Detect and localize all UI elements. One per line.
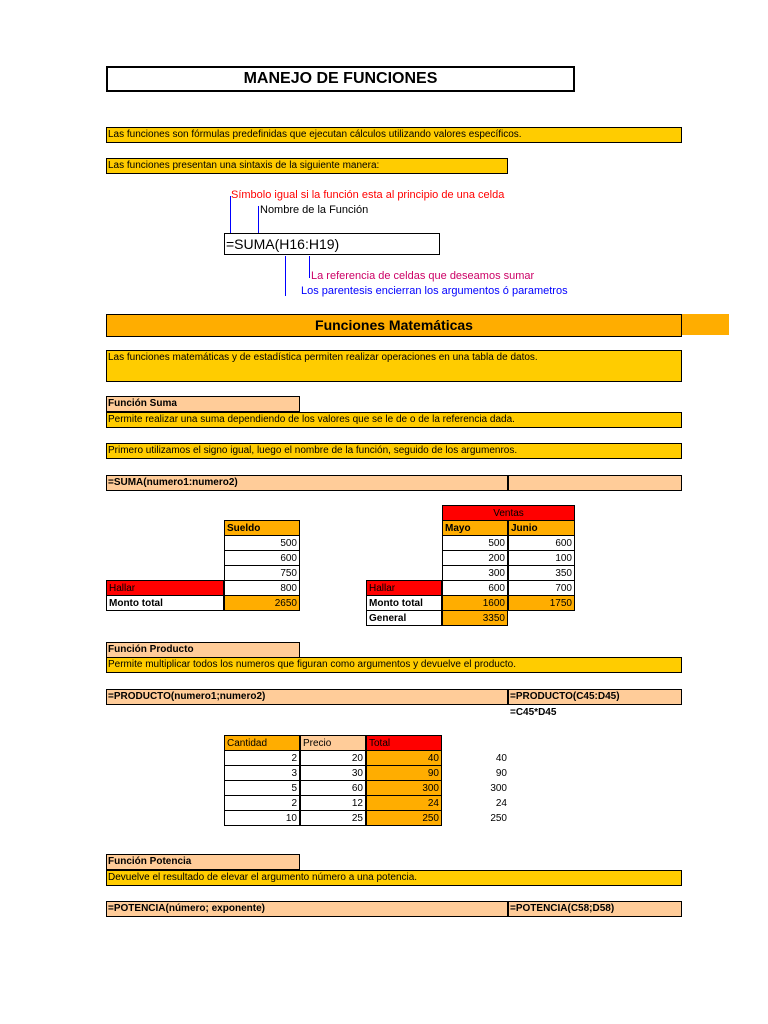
producto-cantidad: 10 (224, 810, 300, 826)
potencia-description: Devuelve el resultado de elevar el argumento número a una potencia. (106, 870, 682, 886)
ventas-cell: 350 (508, 565, 575, 581)
name-pointer-line (258, 206, 259, 234)
ventas-col-junio: Junio (508, 520, 575, 536)
sueldo-value: 750 (224, 565, 300, 581)
sueldo-total: 2650 (224, 595, 300, 611)
suma-syntax: =SUMA(numero1:numero2) (106, 475, 508, 491)
producto-total: 90 (366, 765, 442, 781)
producto-title: Función Producto (106, 642, 300, 658)
producto-header-total: Total (366, 735, 442, 751)
potencia-example: =POTENCIA(C58;D58) (508, 901, 682, 917)
sueldo-hallar-label: Hallar (106, 580, 224, 596)
sueldo-value: 600 (224, 550, 300, 566)
sueldo-value: 500 (224, 535, 300, 551)
potencia-title: Función Potencia (106, 854, 300, 870)
producto-cantidad: 5 (224, 780, 300, 796)
math-description: Las funciones matemáticas y de estadística permiten realizar operaciones en una tabla de datos. (106, 350, 682, 382)
sueldo-total-label: Monto total (106, 595, 224, 611)
suma-description: Permite realizar una suma dependiendo de los valores que se le de o de la referencia dada. (106, 412, 682, 428)
producto-result: 250 (490, 813, 507, 824)
producto-example: =PRODUCTO(C45:D45) (508, 689, 682, 705)
ventas-group-header (442, 505, 575, 521)
reference-note: La referencia de celdas que deseamos sumar (311, 270, 535, 282)
producto-total: 300 (366, 780, 442, 796)
producto-cantidad: 2 (224, 795, 300, 811)
producto-total: 40 (366, 750, 442, 766)
ventas-cell: 600 (508, 535, 575, 551)
producto-cantidad: 3 (224, 765, 300, 781)
intro-line-1: Las funciones son fórmulas predefinidas que ejecutan cálculos utilizando valores específicos. (106, 127, 682, 143)
producto-cantidad: 2 (224, 750, 300, 766)
suma-title: Función Suma (106, 396, 300, 412)
potencia-syntax: =POTENCIA(número; exponente) (106, 901, 508, 917)
producto-total: 24 (366, 795, 442, 811)
reference-pointer-line (309, 256, 310, 278)
producto-precio: 60 (300, 780, 366, 796)
formula-text: =SUMA(H16:H19) (226, 236, 340, 252)
producto-alt-formula: =C45*D45 (510, 707, 557, 718)
page-title: MANEJO DE FUNCIONES (243, 70, 438, 87)
math-heading-bar (106, 314, 682, 337)
suma-steps: Primero utilizamos el signo igual, luego el nombre de la función, seguido de los argumenros. (106, 443, 682, 459)
ventas-total-label: Monto total (366, 595, 442, 611)
producto-precio: 12 (300, 795, 366, 811)
ventas-cell: 600 (442, 580, 508, 596)
parenthesis-pointer-line (285, 256, 286, 296)
producto-syntax: =PRODUCTO(numero1;numero2) (106, 689, 508, 705)
math-heading-extension (682, 314, 729, 335)
parenthesis-note: Los parentesis encierran los argumentos ó parametros (301, 285, 568, 297)
ventas-col-mayo: Mayo (442, 520, 508, 536)
producto-header-precio: Precio (300, 735, 366, 751)
ventas-cell: 700 (508, 580, 575, 596)
ventas-cell: 500 (442, 535, 508, 551)
ventas-hallar-label: Hallar (366, 580, 442, 596)
ventas-general-total: 3350 (442, 610, 508, 626)
ventas-cell: 100 (508, 550, 575, 566)
producto-total: 250 (366, 810, 442, 826)
producto-precio: 25 (300, 810, 366, 826)
formula-box (224, 233, 440, 255)
producto-precio: 20 (300, 750, 366, 766)
equal-sign-note: Símbolo igual si la función esta al principio de una celda (231, 189, 505, 201)
producto-result: 90 (495, 768, 507, 779)
ventas-general-label: General (366, 610, 442, 626)
function-name-note: Nombre de la Función (260, 204, 369, 216)
math-heading: Funciones Matemáticas (315, 317, 473, 333)
ventas-cell: 300 (442, 565, 508, 581)
producto-result: 24 (495, 798, 507, 809)
equal-pointer-line (230, 196, 231, 234)
suma-syntax-extra-cell (508, 475, 682, 491)
producto-result: 40 (495, 753, 507, 764)
producto-description: Permite multiplicar todos los numeros que figuran como argumentos y devuelve el producto. (106, 657, 682, 673)
page-title-box (106, 66, 575, 92)
producto-result: 300 (490, 783, 507, 794)
producto-precio: 30 (300, 765, 366, 781)
ventas-group-label: Ventas (493, 508, 524, 519)
ventas-total-junio: 1750 (508, 595, 575, 611)
intro-line-2: Las funciones presentan una sintaxis de la siguiente manera: (106, 158, 508, 174)
sueldo-value: 800 (224, 580, 300, 596)
ventas-cell: 200 (442, 550, 508, 566)
producto-header-cantidad: Cantidad (224, 735, 300, 751)
ventas-total-mayo: 1600 (442, 595, 508, 611)
sueldo-header: Sueldo (224, 520, 300, 536)
